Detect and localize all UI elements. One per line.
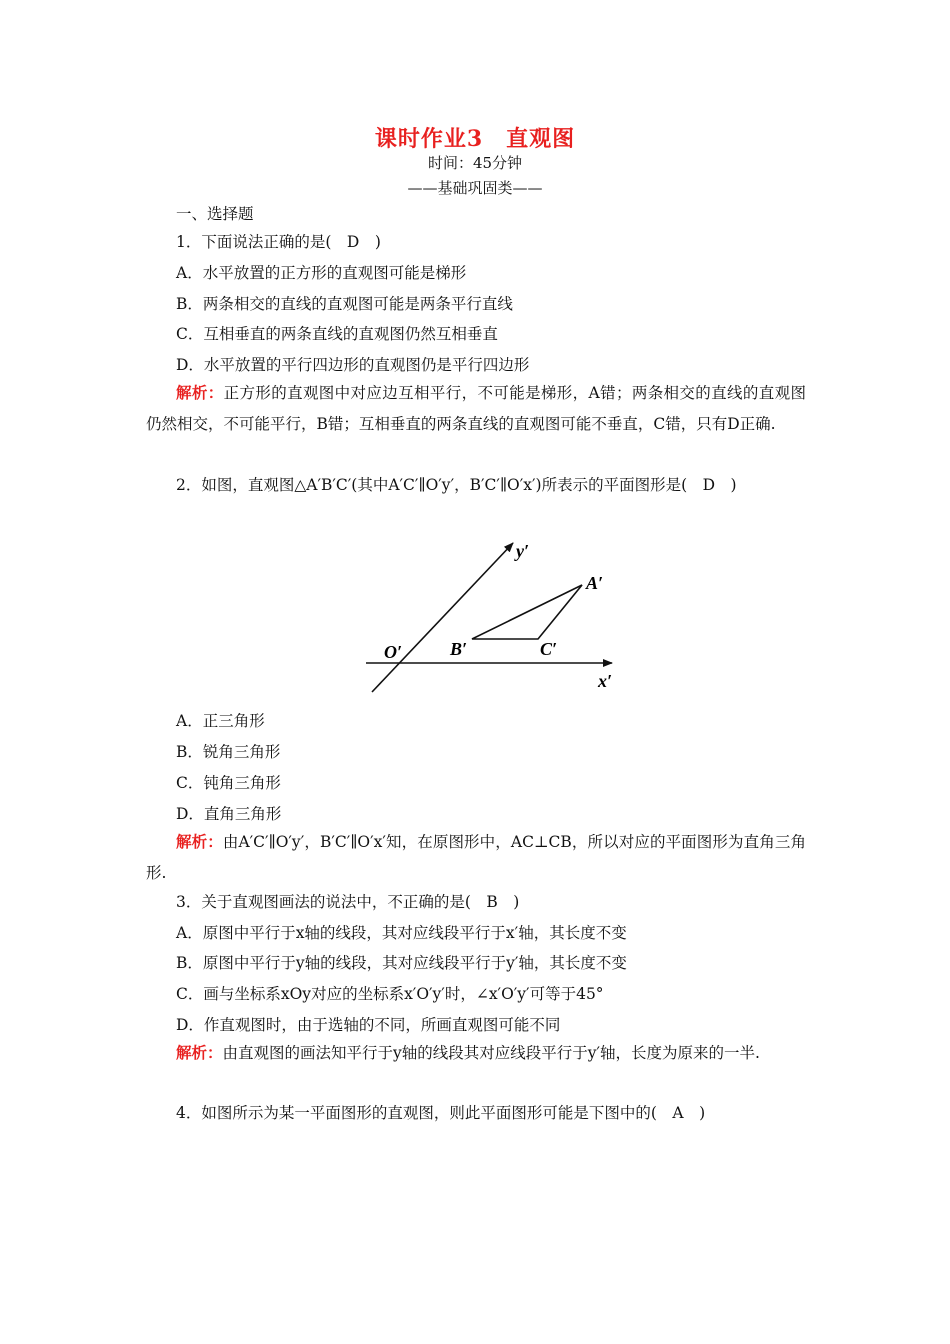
question-3-option-a: A．原图中平行于x轴的线段，其对应线段平行于x′轴，其长度不变 [176,924,627,942]
question-3-stem: 3．关于直观图画法的说法中，不正确的是( B ) [176,893,520,911]
y-axis-line [372,543,513,692]
section-heading: ——基础巩固类—— [407,179,543,197]
question-2-figure [366,535,626,700]
analysis-tag: 解析： [176,832,223,851]
analysis-tag: 解析： [176,383,224,402]
label-c: C′ [540,639,558,659]
question-1-option-c: C．互相垂直的两条直线的直观图仍然互相垂直 [176,325,498,343]
triangle-abc [472,585,582,639]
question-3-option-c: C．画与坐标系xOy对应的坐标系x′O′y′时，∠x′O′y′可等于45° [176,985,604,1003]
part-heading: 一、选择题 [176,205,254,223]
analysis-text: 正方形的直观图中对应边互相平行，不可能是梯形，A错；两条相交的直线的直观图仍然相交，不可能平行，B错；互相垂直的两条直线的直观图可能不垂直，C错，只有D正确. [146,384,806,433]
question-2-option-b: B．锐角三角形 [176,743,281,761]
question-3-option-b: B．原图中平行于y轴的线段，其对应线段平行于y′轴，其长度不变 [176,954,627,972]
question-1-stem: 1．下面说法正确的是( D ) [176,233,381,251]
label-a: A′ [586,573,604,593]
analysis-text: 由A′C′∥O′y′，B′C′∥O′x′知，在原图形中，AC⊥CB，所以对应的平面图形为直角三角形. [146,833,806,882]
label-x: x′ [598,671,613,691]
label-o: O′ [384,642,403,662]
page-title: 课时作业3 直观图 [374,126,576,152]
question-4-stem: 4．如图所示为某一平面图形的直观图，则此平面图形可能是下图中的( A ) [176,1104,706,1122]
question-1-analysis [146,377,806,440]
label-b: B′ [450,639,468,659]
question-1-option-a: A．水平放置的正方形的直观图可能是梯形 [176,264,467,282]
question-2-option-c: C．钝角三角形 [176,774,281,792]
question-2-option-a: A．正三角形 [176,712,265,730]
question-1-option-d: D．水平放置的平行四边形的直观图仍是平行四边形 [176,356,530,374]
question-2-analysis [146,826,806,889]
question-1-option-b: B．两条相交的直线的直观图可能是两条平行直线 [176,295,513,313]
question-3-option-d: D．作直观图时，由于选轴的不同，所画直观图可能不同 [176,1016,561,1034]
question-2-option-d: D．直角三角形 [176,805,282,823]
question-3-analysis [146,1037,806,1069]
analysis-tag: 解析： [176,1043,223,1062]
question-2-stem: 2．如图，直观图△A′B′C′(其中A′C′∥O′y′，B′C′∥O′x′)所表示的平面图形是( D ) [176,476,737,494]
label-y: y′ [516,541,530,561]
analysis-text: 由直观图的画法知平行于y轴的线段其对应线段平行于y′轴，长度为原来的一半. [222,1044,760,1062]
time-limit: 时间：45分钟 [427,154,523,172]
